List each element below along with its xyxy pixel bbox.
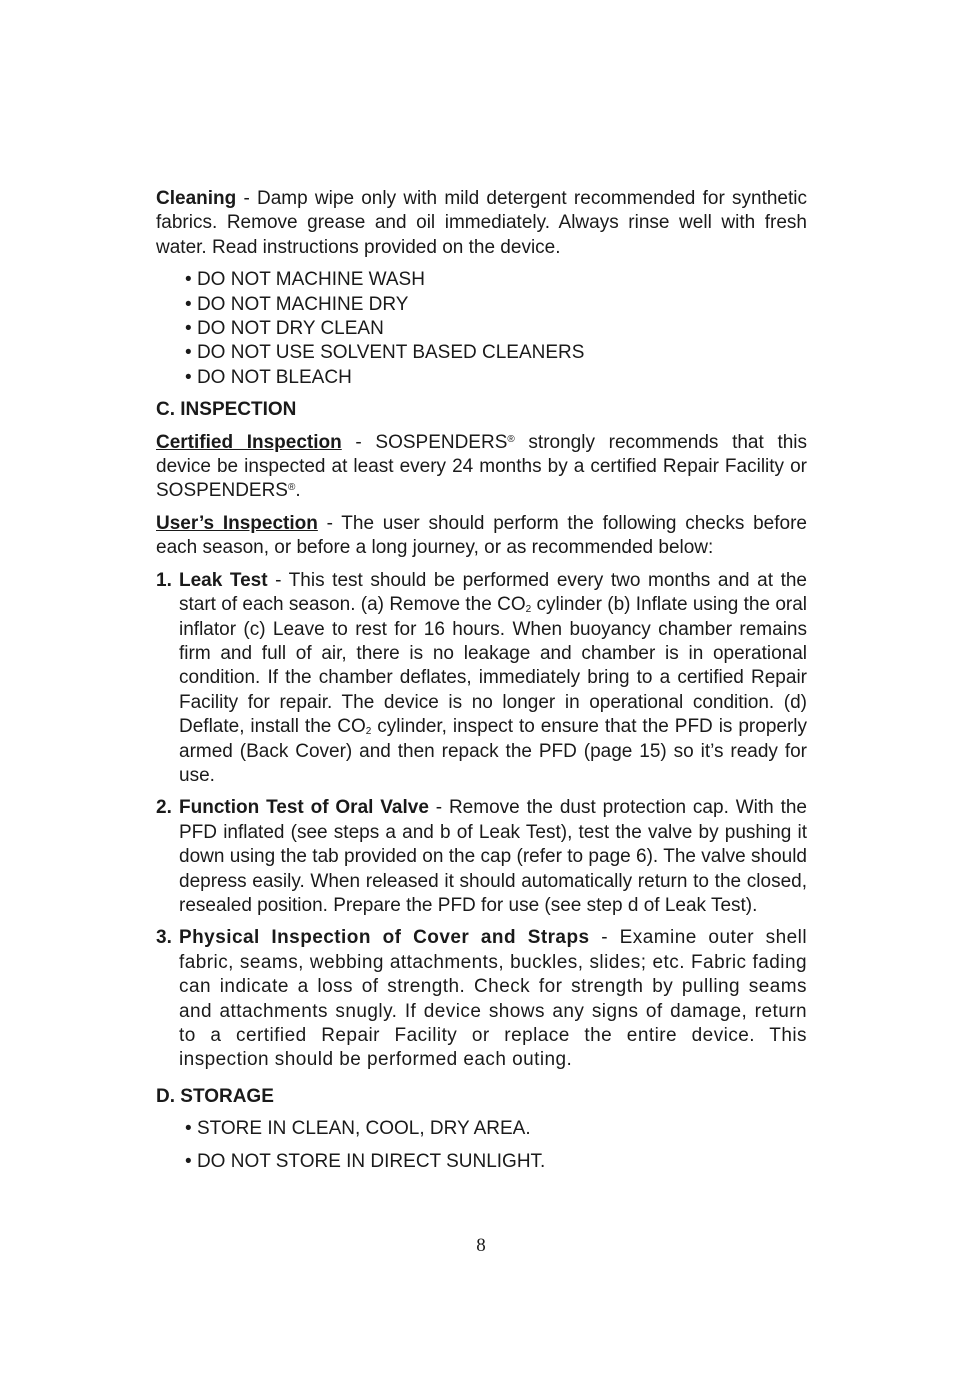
registered-mark: ® — [287, 482, 296, 494]
physical-inspection-title: Physical Inspection of Cover and Straps — [179, 927, 590, 949]
list-item: • DO NOT BLEACH — [185, 366, 352, 388]
leak-test-title: Leak Test — [179, 569, 268, 591]
cleaning-title: Cleaning — [156, 188, 237, 209]
cleaning-paragraph — [156, 187, 807, 260]
list-item: • DO NOT MACHINE WASH — [185, 269, 425, 291]
function-test-title: Function Test of Oral Valve — [179, 797, 429, 819]
list-item: • DO NOT USE SOLVENT BASED CLEANERS — [185, 342, 585, 364]
item-number: 3. — [156, 927, 172, 949]
list-item: • DO NOT DRY CLEAN — [185, 318, 384, 340]
item-number: 2. — [156, 797, 172, 819]
inspection-heading: C. INSPECTION — [156, 399, 297, 421]
users-inspection-title: User’s Inspection — [156, 512, 318, 534]
physical-inspection-item: 3. Physical Inspection of Cover and Straps - Examine outer shell fabric, seams, webbing attachments, buckles, slides; etc. Fabric fading can indicate a loss of strength. Check for strength by pulling seams and attachments snugly. If device shows any signs of damage, return to a certified Repair Facility or replace the entire device. This inspection should be performed each outing. — [156, 926, 807, 1072]
list-item: • DO NOT MACHINE DRY — [185, 293, 409, 315]
item-number: 1. — [156, 569, 172, 591]
cleaning-bullet-list — [185, 268, 807, 390]
registered-mark: ® — [507, 433, 515, 445]
storage-bullet-2: • DO NOT STORE IN DIRECT SUNLIGHT. — [185, 1150, 546, 1172]
users-inspection-paragraph: User’s Inspection - The user should perform the following checks before each season, or before a long journey, or as recommended below: — [156, 512, 807, 559]
leak-test-item: 1. Leak Test - This test should be performed every two months and at the start of each season. (a) Remove the $CO_2$ cylinder (b) Inflate using the oral inflator (c) Leave to rest for 16 hours. When buoyancy chamber remains firm and full of air, there is no leakage and chamber is in operational condition. If the chamber deflates, immediately bring to a certified Repair Facility for repair. The device is no longer in operational condition. (d) Deflate, install the $CO_2$ cylinder, inspect to ensure that the PFD is properly armed (Back Cover) and then repack the PFD (page 15) so it’s ready for use. — [156, 569, 807, 789]
storage-heading: D. STORAGE — [156, 1085, 274, 1107]
storage-bullet-1: • STORE IN CLEAN, COOL, DRY AREA. — [185, 1118, 531, 1140]
certified-inspection-title: Certified Inspection — [156, 431, 342, 453]
function-test-item: 2. Function Test of Oral Valve - Remove the dust protection cap. With the PFD inflated (see steps a and b of Leak Test), test the valve by pushing it down using the tab provided on the cap (refer to page 6). The valve should depress easily. When released it should automatically return to the closed, resealed position. Prepare the PFD for use (see step d of Leak Test). — [156, 796, 807, 918]
certified-inspection-paragraph: Certified Inspection - SOSPENDERS® strongly recommends that this device be inspected at least every 24 months by a certified Repair Facility or SOSPENDERS®. — [156, 431, 808, 502]
cleaning-text: - Damp wipe only with mild detergent recommended for synthetic fabrics. Remove grease and oil immediately. Always rinse well with fresh water. Read instructions provided on the device. — [156, 188, 807, 258]
manual-page — [156, 187, 807, 1174]
page-number: 8 — [476, 1235, 486, 1256]
